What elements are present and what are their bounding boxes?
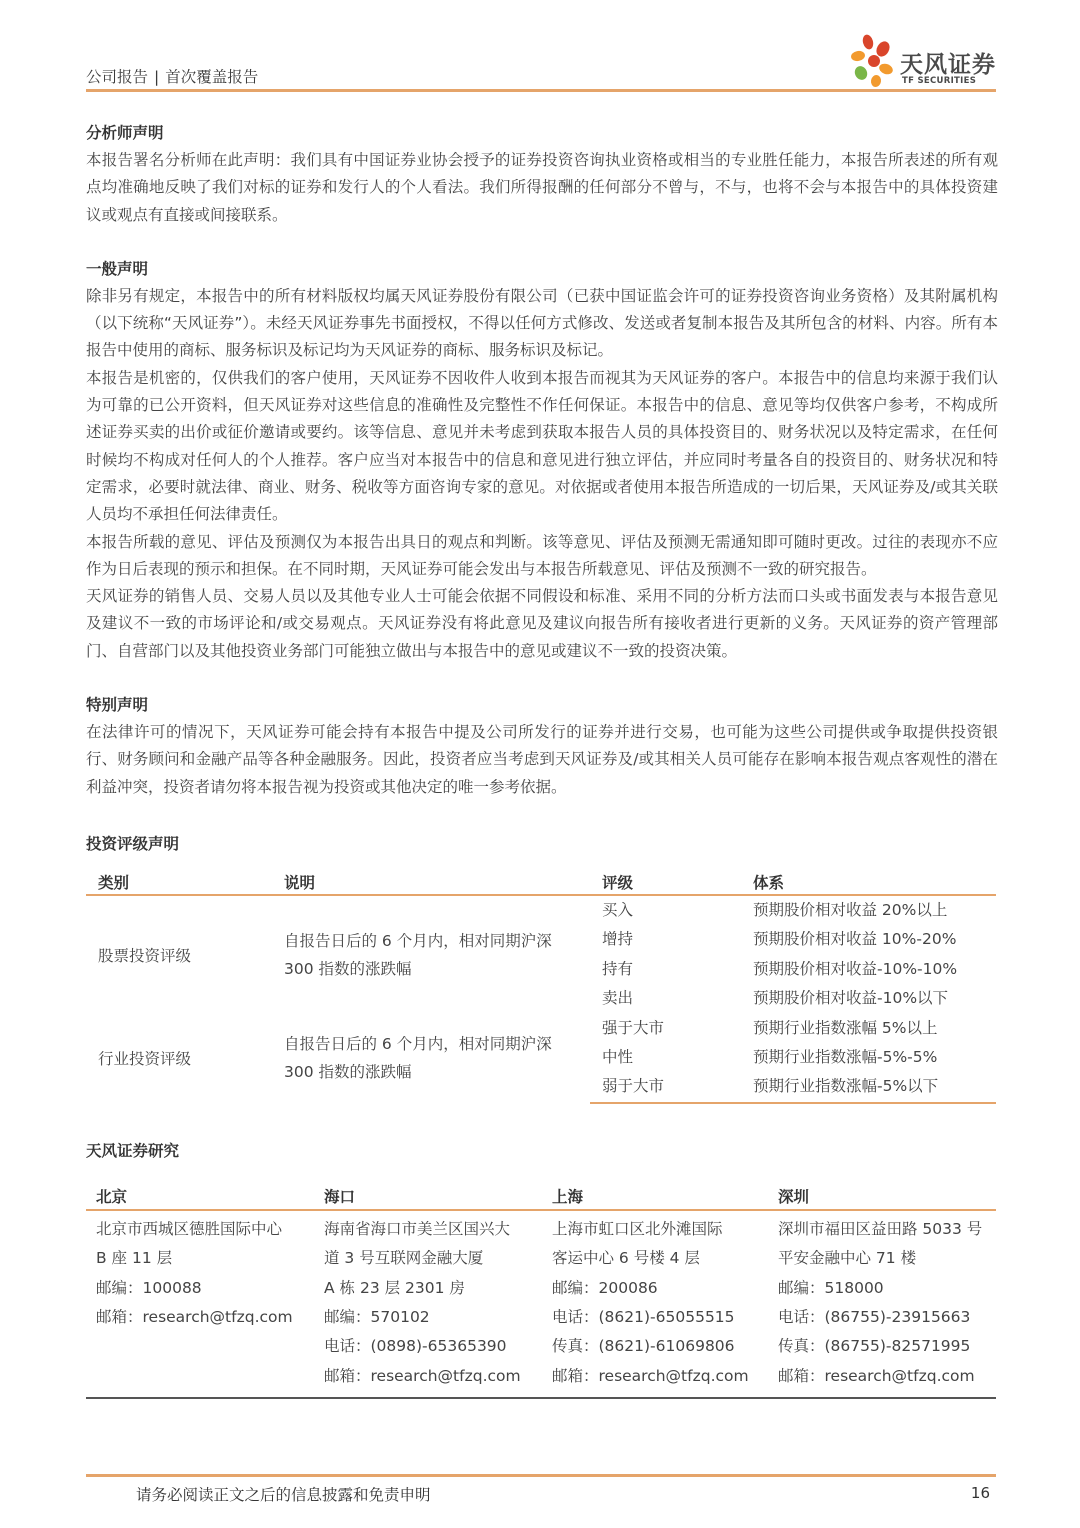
analyst-statement-title: 分析师声明 <box>86 124 164 142</box>
office-line: 邮编：100088 <box>96 1278 202 1297</box>
breadcrumb-separator: | <box>154 68 160 86</box>
logo-english-name: TF SECURITIES <box>902 76 977 86</box>
office-line: 传真：(8621)-61069806 <box>552 1337 735 1356</box>
office-line: 电话：(8621)-65055515 <box>552 1308 735 1326</box>
general-statement-paragraph: 除非另有规定，本报告中的所有材料版权均属天风证券股份有限公司（已获中国证监会许可的证券投资咨询业务资格）及其附属机构（以下统称“天风证券”）。未经天风证券事先书面授权，不得以任何方式修改、发送或者复制本报告及其所包含的材料、内容。所有本报告中使用的商标、服务标识及标记均为天风证券的商标、服务标识及标记。 <box>86 286 998 360</box>
office-line: 邮编：200086 <box>552 1278 658 1297</box>
general-statement-paragraph: 天风证券的销售人员、交易人员以及其他专业人士可能会依据不同假设和标准、采用不同的分析方法而口头或书面发表与本报告意见及建议不一致的市场评论和/或交易观点。天风证券没有将此意见及建议向报告所有接收者进行更新的义务。天风证券的资产管理部门、自营部门以及其他投资业务部门可能独立做出与本报告中的意见或建议不一致的投资决策。 <box>86 587 998 660</box>
rating-level: 中性 <box>602 1047 634 1066</box>
main-content <box>86 120 998 1399</box>
office-line: 邮编：570102 <box>324 1308 430 1326</box>
research-title: 天风证券研究 <box>86 1141 180 1160</box>
analyst-statement-body: 本报告署名分析师在此声明：我们具有中国证券业协会授予的证券投资咨询执业资格或相当的专业胜任能力，本报告所表述的所有观点均准确地反映了我们对标的证券和发行人的个人看法。我们所得报酬的任何部分不曾与，不与，也将不会与本报告中的具体投资建议或观点有直接或间接联系。 <box>86 151 998 224</box>
rating-system: 预期股价相对收益 10%-20% <box>753 930 957 949</box>
office-haikou <box>314 1210 542 1398</box>
rating-system: 预期股价相对收益-10%-10% <box>753 959 958 978</box>
breadcrumb <box>86 65 258 87</box>
office-line: 邮箱：research@tfzq.com <box>552 1366 749 1385</box>
rating-level: 强于大市 <box>602 1018 665 1037</box>
office-line: 北京市西城区德胜国际中心 <box>96 1219 283 1238</box>
office-line: 客运中心 6 号楼 4 层 <box>552 1249 700 1268</box>
rating-system: 预期股价相对收益-10%以下 <box>753 989 949 1008</box>
rating-level: 增持 <box>602 930 634 949</box>
contact-table-header <box>86 1183 996 1210</box>
office-line: A 栋 23 层 2301 房 <box>324 1278 465 1297</box>
office-line: 电话：(0898)-65365390 <box>324 1337 507 1356</box>
office-line: 道 3 号互联网金融大厦 <box>324 1249 484 1268</box>
table-row <box>86 895 996 925</box>
office-beijing <box>86 1210 314 1398</box>
table-row <box>86 1014 996 1043</box>
rating-level: 卖出 <box>602 989 634 1008</box>
rating-description: 自报告日后的 6 个月内，相对同期沪深 300 指数的涨跌幅 <box>284 1035 552 1082</box>
report-subtype: 首次覆盖报告 <box>165 68 259 86</box>
contact-table <box>86 1183 996 1399</box>
general-statement-title: 一般声明 <box>86 259 149 278</box>
general-statement-paragraph: 本报告所载的意见、评估及预测仅为本报告出具日的观点和判断。该等意见、评估及预测无需通知即可随时更改。过往的表现亦不应作为日后表现的预示和担保。在不同时期，天风证券可能会发出与本报告所载意见、评估及预测不一致的研究报告。 <box>86 532 998 578</box>
rating-col-category: 类别 <box>86 870 272 895</box>
rating-col-description: 说明 <box>272 870 590 895</box>
rating-system: 预期行业指数涨幅-5%以下 <box>741 1072 996 1102</box>
rating-description: 自报告日后的 6 个月内，相对同期沪深 300 指数的涨跌幅 <box>284 931 552 978</box>
page-header <box>86 0 996 94</box>
special-statement-title: 特别声明 <box>86 696 149 715</box>
office-line: 邮箱：research@tfzq.com <box>96 1308 293 1326</box>
rating-col-system: 体系 <box>741 870 996 895</box>
rating-table-header <box>86 870 996 895</box>
rating-category: 股票投资评级 <box>98 946 192 965</box>
office-city: 北京 <box>86 1183 314 1210</box>
rating-category: 行业投资评级 <box>98 1050 192 1069</box>
general-statement-paragraph: 本报告是机密的，仅供我们的客户使用，天风证券不因收件人收到本报告而视其为天风证券的客户。本报告中的信息均来源于我们认为可靠的已公开资料，但天风证券对这些信息的准确性及完整性不作任何保证。本报告中的信息、意见等均仅供客户参考，不构成所述证券买卖的出价或征价邀请或要约。该等信息、意见并未考虑到获取本报告人员的具体投资目的、财务状况以及特定需求，在任何时候均不构成对任何人的个人推荐。客户应当对本报告中的信息和意见进行独立评估，并应同时考量各自的投资目的、财务状况和特定需求，必要时就法律、商业、财务、税收等方面咨询专家的意见。对依据或者使用本报告所造成的一切后果，天风证券及/或其关联人员均不承担任何法律责任。 <box>86 368 998 524</box>
office-city: 深圳 <box>768 1183 996 1210</box>
office-line: 邮箱：research@tfzq.com <box>324 1366 521 1385</box>
footer-disclaimer: 请务必阅读正文之后的信息披露和免责申明 <box>136 1486 431 1504</box>
footer-divider <box>86 1474 996 1477</box>
rating-system: 预期股价相对收益 20%以上 <box>753 900 948 919</box>
rating-level: 弱于大市 <box>590 1072 741 1102</box>
office-city: 上海 <box>542 1183 768 1210</box>
office-shanghai <box>542 1210 768 1398</box>
rating-level: 买入 <box>602 900 634 919</box>
office-line: 上海市虹口区北外滩国际 <box>552 1219 723 1238</box>
table-row <box>86 1210 996 1398</box>
office-line: 深圳市福田区益田路 5033 号 <box>778 1219 983 1238</box>
office-line: 邮编：518000 <box>778 1278 884 1297</box>
rating-statement-title: 投资评级声明 <box>86 834 180 853</box>
office-line: 电话：(86755)-23915663 <box>778 1308 971 1326</box>
report-type: 公司报告 <box>86 68 149 86</box>
rating-level: 持有 <box>602 959 634 978</box>
page-number: 16 <box>970 1484 990 1502</box>
special-statement-body: 在法律许可的情况下，天风证券可能会持有本报告中提及公司所发行的证券并进行交易，也可能为这些公司提供或争取提供投资银行、财务顾问和金融产品等各种金融服务。因此，投资者应当考虑到天风证券及/或其相关人员可能存在影响本报告观点客观性的潜在利益冲突，投资者请勿将本报告视为投资或其他决定的唯一参考依据。 <box>86 723 998 796</box>
company-logo <box>846 32 996 90</box>
office-shenzhen <box>768 1210 996 1398</box>
logo-chinese-name: 天风证券 <box>900 52 996 78</box>
office-line: B 座 11 层 <box>96 1249 173 1268</box>
office-line: 海南省海口市美兰区国兴大 <box>324 1219 511 1238</box>
rating-table <box>86 870 996 1104</box>
rating-system: 预期行业指数涨幅-5%-5% <box>753 1047 938 1066</box>
tf-flower-icon <box>846 32 900 90</box>
office-line: 邮箱：research@tfzq.com <box>778 1366 975 1385</box>
office-city: 海口 <box>314 1183 542 1210</box>
rating-system: 预期行业指数涨幅 5%以上 <box>753 1018 938 1037</box>
rating-col-level: 评级 <box>590 870 741 895</box>
office-line: 传真：(86755)-82571995 <box>778 1337 971 1356</box>
header-divider <box>86 89 996 92</box>
office-line: 平安金融中心 71 楼 <box>778 1249 917 1268</box>
